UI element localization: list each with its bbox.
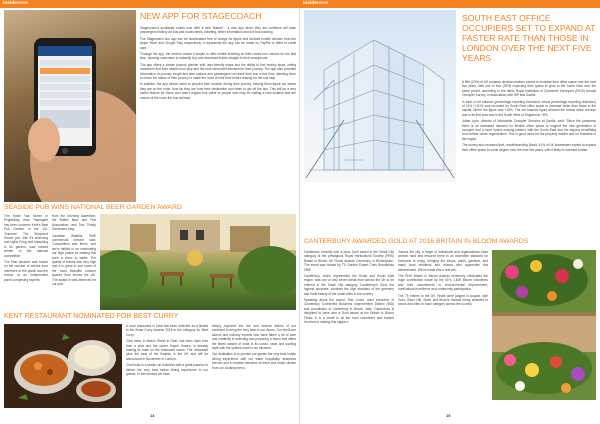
paragraph: A local restaurant in Deal has been selected as a finalist in the Asian Curry Awards 2018 in the category for Best Curry. [126, 324, 208, 337]
flower-illustration [492, 250, 596, 400]
seaside-col-1 [4, 214, 48, 284]
southeast-body [462, 80, 596, 154]
kent-col-1 [126, 324, 208, 378]
paragraph: Chai India, in Beach Street in Deal, has been open less than a year and the owner Sayed Husain, is already making its mark on the restaurant scene. The restaurant joins the best of the finalists in the UK and will be announced in November in London. [126, 339, 208, 361]
paragraph: Stagecoach's southeast routes now offer a new 'feature' - a new app which they are confident will ease passengers finding out bus and routes times, ticketing, better information and live bus tracking. [140, 26, 296, 35]
paragraph: The RHS Britain in Bloom Awards ceremony celebrates the huge contribution made by the UK's 1,600 Bloom volunteers and their commitment to environmental improvement, horticultural excellence and community participation. [398, 274, 488, 292]
canterbury-col-2 [398, 250, 488, 309]
brand-logo: inside [3, 1, 17, 6]
paragraph: Chai India is a family run business with a great passion to deliver the very best Indian dining experience to our guests. In this venture we have [126, 363, 208, 377]
left-header-bar [0, 0, 300, 8]
paragraph: In addition, the app allows users to pinpoint their location during their journey, helping them figure out where they are on the route, how far they are from their destination and when to get off the bus. This will be a very useful feature for those who aren't regular bus users or people who may be visiting a new location and are unsure of the route the bus will take. [140, 82, 296, 100]
paragraph: Canterbury, which represented the South and South East region, was one of only seven areas from across the UK to be entered in the Small City category. Canterbury's Gold, the highest accolade, confirms the high standard of the greenery and floral beauty of the small cities in the country. [304, 274, 394, 296]
paragraph: Speaking about the award, Rob Jones, chief executive of Canterbury Connected Business Improvement District (BID) and coordinator of Canterbury in Bloom, said: 'Canterbury is delighted to have won a Gold award at the Britain in Bloom Finals. It is a credit to all the local volunteers and traders involved in making this happen.' [304, 298, 394, 325]
phone-in-hand-illustration [4, 10, 136, 202]
paragraph: from the Morning Advertiser, the British Beer and Pub Association, and Two Thirsty Gardeners blog. [52, 214, 96, 232]
paragraph: Our dedication is to provide our guests the very best Indian dining experience with our warm hospitality, seamless service and a creative selection of fresh and exotic dishes from our cooking menu. [212, 352, 296, 370]
brand-suffix: news [316, 1, 329, 6]
paragraph: The app offers a simple journey planner with user-friendly maps and the ability to find nearby stops, letting customers find their nearest bus stop and the next scheduled services for their journey. The app also provides information on journey length and time options and passengers can track their bus in live time, allowing them to check the status of their journey to make the most of their time before leaving for the bus stop. [140, 62, 296, 81]
paragraph: 'Across the city, a range of individuals and organisations have worked hard and ensured there is an incredible standard for everyone to enjoy, bringing the shops, parks, gardens, and many local residents and visitors who appreciate this achievement. We've made this a real win.' [398, 250, 488, 272]
brand-suffix: news [16, 1, 29, 6]
paragraph: deeply explored the rich and diverse dishes of our continent to bring the very best to our diners. Our chefs are alumni and culinary experts who have taken a lot of care and creativity in selecting and preparing a menu that offers the finest cuisine of India in its colour, taste and sizzling style with the options used in our kitchens. [212, 324, 296, 351]
paragraph: The Smile Yaa Tavern in Pegwelling near Ramsgate has been crowned Kent's Best Pub Garden in the UK. 'Summer' The Shepherd House pub, with it's charming and idyllic Fring and bleaching in its garden, was named winner in the national competition. [4, 214, 48, 258]
paragraph: The final decision was based on the number of entries from members of the public and the choice of an independent panel comprising experts. [4, 260, 48, 282]
flower-display-photo [492, 250, 596, 400]
right-page [300, 0, 600, 424]
curry-dish-photo [4, 324, 122, 408]
page-number: 14 [150, 413, 155, 418]
kent-title: KENT RESTAURANT NOMINATED FOR BEST CURRY [4, 313, 179, 320]
office-building-illustration [304, 10, 456, 182]
page-number: 15 [446, 413, 451, 418]
stagecoach-app-photo [4, 10, 136, 202]
canterbury-col-1 [304, 250, 394, 327]
paragraph: Canterbury recently won a prize Gold award in the Small City category at the prestigious Royal Horticultural Society (RHS) Britain in Bloom UK Finals Awards Ceremony in Birmingham. The event was hosted by TV Garden Expert Chris Beardshaw OBE. [304, 250, 394, 272]
canterbury-title: CANTERBURY AWARDED GOLD AT 2016 BRITAIN IN BLOOM AWARDS [304, 238, 529, 245]
pub-garden-illustration [100, 214, 296, 310]
brand-logo: inside [303, 1, 317, 6]
kent-col-2 [212, 324, 296, 372]
paragraph: The 75 entries in the UK Finals were judged in August, with Gold, Silver Gilt, Silver and Bronze medals being awarded to towns and cities in each category across the country. [398, 293, 488, 307]
seaside-col-2 [52, 214, 96, 289]
seaside-title: SEASIDE PUB WINS NATIONAL BEER GARDEN AWARD [4, 204, 182, 211]
building-sketch [304, 10, 456, 182]
right-header-bar [300, 0, 600, 8]
southeast-title: SOUTH EAST OFFICE OCCUPIERS SET TO EXPAND AT FASTER RATE THAN THOSE IN LONDON OVER THE NEXT FIVE YEARS [462, 13, 596, 63]
paragraph: Julian Lyon, director of Worldwide Occupier Services at Savills, said: 'Since the pandemic there is an increased demand for flexible office space to support the new generation of occupier and a more hybrid working pattern, with the South East and the regions benefitting from further urban regeneration. This is good news for the property market and for business in the region.' [462, 119, 596, 141]
curry-dish-illustration [4, 324, 122, 408]
paragraph: The Stagecoach bus app can be downloaded free of charge for Apple and Android mobile devices from the Apple Store and Google Play respectively. It represents the app can be made by PayPal or debit or credit card. [140, 36, 296, 50]
paragraph: Jonathan Watkins, SME commercial director said: 'Competition was fierce, and we're thrilled to be celebrating our high praise for making this such a show to battle. The quality of entries was very high and it is great to see some of the most beautiful outdoor spaces from across the UK. The award is well-deserved for our pub.' [52, 233, 96, 287]
pub-garden-photo [100, 214, 296, 310]
paragraph: In total, a net balance (percentage reporting increased, minus percentage reporting reduction) of 21% (+11%) was recorded for South East office space to increase faster than those in the capital, where the figure was +15%. The net balance figure showed the lowest since surveys and in its first year was in the South West of England at +8%. [462, 99, 596, 117]
paragraph: A fifth (20%) of UK property decision-makers expect to increase their office space over the next five years, with one in four (25%) expecting their space to grow in the South East over the same period, according to the latest Royal Institution of Chartered Surveyors (RICS) Annual Occupier Survey, in association with ISP and Savills. [462, 80, 596, 98]
stagecoach-body [140, 26, 296, 102]
stagecoach-title: NEW APP FOR STAGECOACH [140, 11, 262, 21]
paragraph: The survey also revealed that, notwithstanding Brexit, 41% of UK businesses expect to expand their office space to some degree over the next five years, with it likely to increase further. [462, 143, 596, 152]
paragraph: Through the app, the service makes it simple to offer mobile ticketing on their routes tour venues for the first time, allowing customers to instantly buy and download tickets straight to their smartphone. [140, 52, 296, 61]
